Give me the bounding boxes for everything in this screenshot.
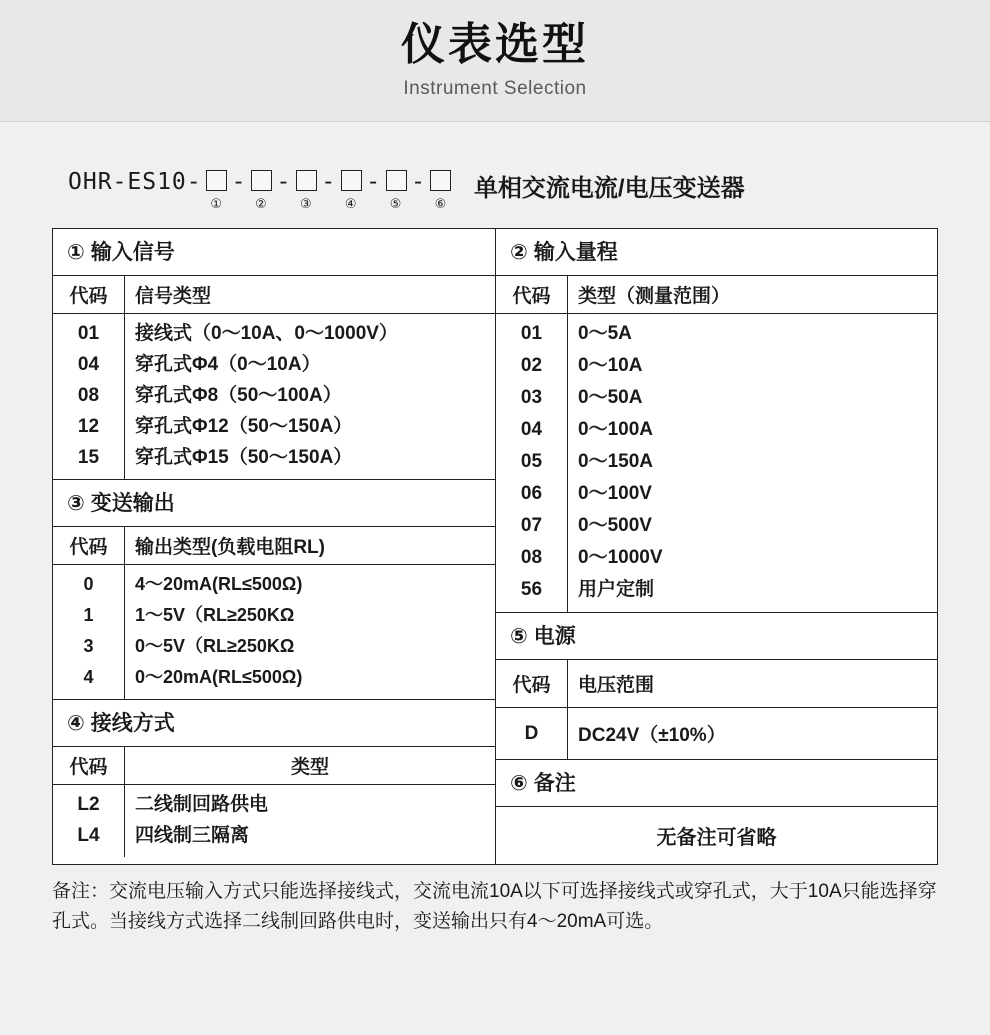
table-row: 3 — [83, 636, 94, 656]
col-header-value-3: 输出类型(负载电阻RL) — [135, 537, 325, 558]
table-row-power-supply — [496, 708, 937, 760]
table-row: 4～20mA(RL≤500Ω) — [135, 574, 303, 594]
section-title-3: 变送输出 — [90, 492, 175, 515]
code-column-4 — [53, 785, 125, 857]
code-cell-5: D — [496, 708, 568, 759]
table-row: 0～100A — [578, 419, 653, 440]
value-column-1 — [125, 314, 495, 479]
model-slot-5[interactable] — [381, 166, 411, 212]
table-row: 穿孔式Φ4（0～10A） — [135, 354, 321, 375]
table-row: L2 — [77, 794, 100, 815]
table-row: 0～5V（RL≥250KΩ — [135, 636, 295, 656]
section-title-1: 输入信号 — [90, 241, 175, 264]
table-row: 07 — [520, 515, 543, 536]
tables-left-column — [53, 229, 496, 864]
table-header-input-range — [496, 276, 937, 314]
table-row: 06 — [520, 483, 543, 504]
table-body-transmit-output — [53, 565, 495, 700]
model-dash-4: - — [366, 169, 382, 195]
page-content — [0, 122, 990, 937]
remark-text: 无备注可省略 — [656, 827, 777, 849]
model-code — [68, 166, 456, 212]
table-row: 08 — [77, 385, 100, 406]
table-row: 04 — [520, 419, 543, 440]
section-title-6: 备注 — [533, 772, 576, 795]
section-header-input-range — [496, 229, 937, 276]
col-header-code-1: 代码 — [53, 276, 125, 313]
section-header-input-signal — [53, 229, 495, 276]
section-header-transmit-output — [53, 480, 495, 527]
table-body-input-signal — [53, 314, 495, 480]
section-circle-3: ③ — [67, 492, 85, 515]
table-row: 4 — [83, 667, 94, 687]
col-header-code-5: 代码 — [496, 660, 568, 707]
col-header-value-2: 类型（测量范围） — [578, 286, 731, 307]
table-header-transmit-output — [53, 527, 495, 565]
col-header-value-5: 电压范围 — [578, 675, 655, 696]
table-row: 二线制回路供电 — [135, 794, 269, 815]
slot-number-2: ② — [255, 196, 268, 211]
table-row: 03 — [520, 387, 543, 408]
value-cell-5: DC24V（±10%） — [578, 725, 726, 746]
section-title-4: 接线方式 — [90, 712, 175, 735]
code-column-1 — [53, 314, 125, 479]
table-row: 0～20mA(RL≤500Ω) — [135, 667, 303, 687]
table-body-wiring-method — [53, 785, 495, 857]
table-row: L4 — [77, 825, 100, 846]
slot-number-1: ① — [210, 196, 223, 211]
table-row: 穿孔式Φ15（50～150A） — [135, 447, 353, 468]
table-row: 05 — [520, 451, 543, 472]
table-row: 1～5V（RL≥250KΩ — [135, 605, 295, 625]
value-column-2 — [568, 314, 937, 612]
model-slot-6[interactable] — [426, 166, 456, 212]
model-slot-4[interactable] — [336, 166, 366, 212]
table-row: 15 — [77, 447, 100, 468]
code-column-2 — [496, 314, 568, 612]
table-row: 0～5A — [578, 323, 632, 344]
col-header-value-1: 信号类型 — [135, 286, 212, 307]
col-header-value-4: 类型 — [290, 757, 329, 778]
table-row: 0～10A — [578, 355, 643, 376]
table-row: 0～500V — [578, 515, 652, 536]
section-circle-4: ④ — [67, 712, 85, 735]
model-dash-0: - — [186, 169, 202, 195]
table-header-power-supply — [496, 660, 937, 708]
table-row: 0 — [83, 574, 94, 594]
table-row: 接线式（0～10A、0～1000V） — [135, 323, 398, 344]
section-title-2: 输入量程 — [533, 241, 618, 264]
model-slot-3[interactable] — [291, 166, 321, 212]
table-row: 1 — [83, 605, 94, 625]
table-row: 02 — [520, 355, 543, 376]
model-dash-5: - — [411, 169, 426, 195]
section-circle-1: ① — [67, 241, 85, 264]
section-header-wiring-method — [53, 700, 495, 747]
model-prefix: OHR-ES10 — [68, 169, 187, 195]
slot-box-4[interactable] — [341, 170, 362, 191]
slot-number-3: ③ — [300, 196, 313, 211]
slot-box-5[interactable] — [386, 170, 407, 191]
table-row: 56 — [520, 579, 543, 600]
table-row: 穿孔式Φ8（50～100A） — [135, 385, 342, 406]
table-row: 0～100V — [578, 483, 652, 504]
table-body-input-range — [496, 314, 937, 613]
table-row: 四线制三隔离 — [135, 825, 250, 846]
table-row: 0～50A — [578, 387, 643, 408]
section-header-power-supply — [496, 613, 937, 660]
section-circle-2: ② — [510, 241, 528, 264]
model-slot-1[interactable] — [202, 166, 232, 212]
col-header-code-2: 代码 — [496, 276, 568, 313]
model-slot-2[interactable] — [247, 166, 277, 212]
table-row: 0～1000V — [578, 547, 663, 568]
table-row: 04 — [77, 354, 100, 375]
table-row: 穿孔式Φ12（50～150A） — [135, 416, 353, 437]
slot-box-1[interactable] — [206, 170, 227, 191]
slot-number-4: ④ — [344, 196, 358, 211]
model-code-row — [52, 122, 938, 212]
slot-box-6[interactable] — [430, 170, 451, 191]
col-header-code-4: 代码 — [53, 747, 125, 784]
slot-box-2[interactable] — [251, 170, 272, 191]
footer-note: 备注：交流电压输入方式只能选择接线式，交流电流10A以下可选择接线式或穿孔式，大于10A只能选择穿孔式。当接线方式选择二线制回路供电时，变送输出只有4～20mA可选。 — [52, 881, 937, 932]
table-row: 01 — [77, 323, 100, 344]
slot-number-5: ⑤ — [389, 196, 403, 211]
model-slots — [202, 166, 456, 212]
table-row: 08 — [520, 547, 543, 568]
section-title-5: 电源 — [533, 625, 576, 648]
page-title: 仪表选型 — [401, 20, 589, 70]
table-header-wiring-method — [53, 747, 495, 785]
section-circle-5: ⑤ — [510, 625, 528, 648]
page-header — [0, 0, 990, 122]
selection-tables — [52, 228, 938, 865]
table-row: 用户定制 — [578, 579, 655, 600]
section-header-remark — [496, 760, 937, 807]
slot-box-3[interactable] — [296, 170, 317, 191]
table-header-input-signal — [53, 276, 495, 314]
section-circle-6: ⑥ — [510, 772, 528, 795]
model-dash-2: - — [276, 169, 292, 195]
col-header-code-3: 代码 — [53, 527, 125, 564]
table-row: 01 — [520, 323, 543, 344]
model-dash-1: - — [231, 169, 247, 195]
table-row: 0～150A — [578, 451, 653, 472]
value-column-3 — [125, 565, 495, 699]
value-column-4 — [125, 785, 495, 857]
model-dash-3: - — [321, 169, 337, 195]
code-column-3 — [53, 565, 125, 699]
slot-number-6: ⑥ — [434, 196, 448, 211]
table-row: 12 — [77, 416, 100, 437]
model-description: 单相交流电流/电压变送器 — [473, 175, 745, 202]
page-subtitle: Instrument Selection — [403, 77, 587, 99]
tables-right-column — [496, 229, 937, 864]
